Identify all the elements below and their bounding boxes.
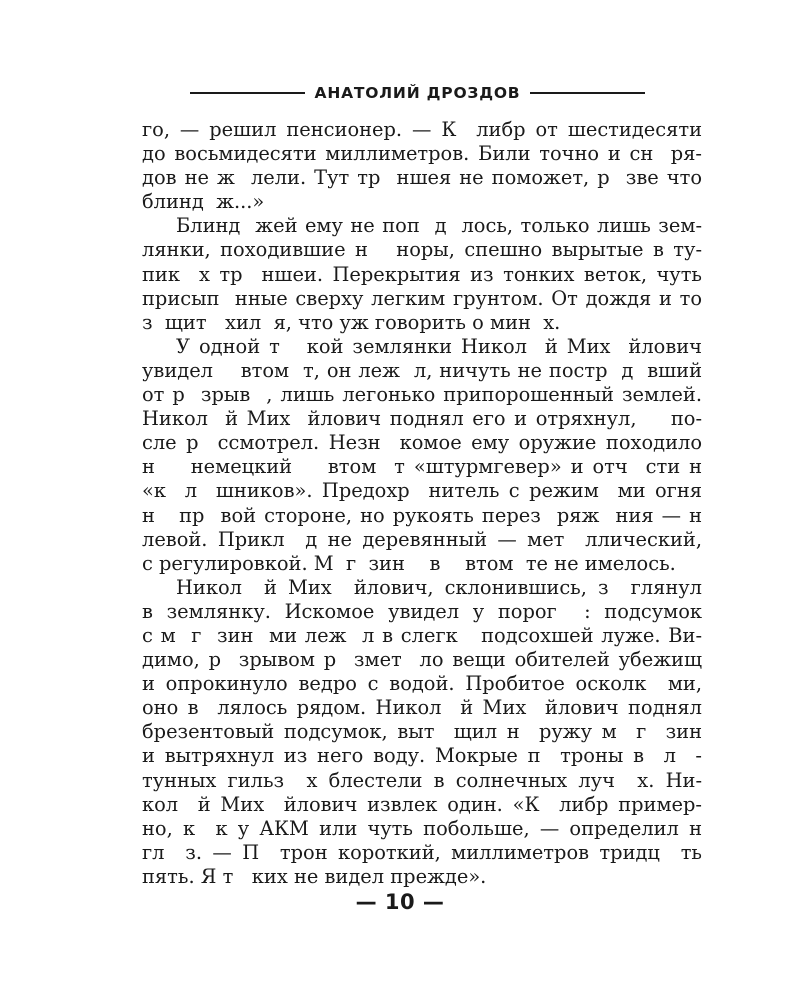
text-line: присып нные сверху легким грунтом. От дождя и то xyxy=(142,286,702,310)
text-line: левой. Прикл д не деревянный — мет ллический, xyxy=(142,527,702,551)
text-line: увидел втом т, он леж л, ничуть не постр д вший xyxy=(142,358,702,382)
header-rule-left xyxy=(190,92,305,94)
text-line: с м г зин ми леж л в слегк подсохшей луже. Ви- xyxy=(142,623,702,647)
text-line: н немецкий втом т «штурмгевер» и отч сти н xyxy=(142,455,702,479)
text-line: з щит хил я, что уж говорить о мин х. xyxy=(142,310,561,334)
text-line: сле р ссмотрел. Незн комое ему оружие походило xyxy=(142,431,702,455)
text-line: до восьмидесяти миллиметров. Били точно и сн ря- xyxy=(142,142,702,166)
text-line: н пр вой стороне, но рукоять перез ряж ния — н xyxy=(142,503,702,527)
header-rule-right xyxy=(530,92,645,94)
text-line: Никол й Мих йлович поднял его и отряхнул, по- xyxy=(142,407,702,431)
text-line: пик х тр ншеи. Перекрытия из тонких веток, чуть xyxy=(142,262,702,286)
text-line: тунных гильз х блестели в солнечных луч х. Ни- xyxy=(142,768,702,792)
text-line: «к л шников». Предохр нитель с режим ми огня xyxy=(142,479,702,503)
text-line: пять. Я т ких не видел прежде». xyxy=(142,864,487,888)
body-text xyxy=(142,118,702,889)
text-line: кол й Мих йлович извлек один. «К либр пример- xyxy=(142,792,702,816)
text-line: оно в лялось рядом. Никол й Мих йлович поднял xyxy=(142,696,702,720)
text-line: дов не ж лели. Тут тр ншея не поможет, р зве что xyxy=(142,166,702,190)
text-line: блинд ж...» xyxy=(142,190,265,214)
text-line: Никол й Мих йлович, склонившись, з глянул xyxy=(176,575,702,599)
text-line: лянки, походившие н норы, спешно вырытые в ту- xyxy=(142,238,702,262)
text-line: от р зрыв , лишь легонько припорошенный землей. xyxy=(142,383,702,407)
text-line: с регулировкой. М г зин в втом те не имелось. xyxy=(142,551,676,575)
header-author-name: АНАТОЛИЙ ДРОЗДОВ xyxy=(314,84,521,102)
page-number: — 10 — xyxy=(355,890,445,914)
text-line: гл з. — П трон короткий, миллиметров тридц ть xyxy=(142,840,702,864)
running-header xyxy=(190,78,645,108)
text-line: го, — решил пенсионер. — К либр от шестидесяти xyxy=(142,118,702,141)
text-line: Блинд жей ему не поп д лось, только лишь зем- xyxy=(176,214,702,238)
text-line: но, к к у АКМ или чуть побольше, — определил н xyxy=(142,816,702,840)
text-line: брезентовый подсумок, выт щил н ружу м г зин xyxy=(142,720,702,744)
text-line: в землянку. Искомое увидел у порог : подсумок xyxy=(142,599,702,623)
text-line: и вытряхнул из него воду. Мокрые п троны в л - xyxy=(142,744,702,768)
text-line: и опрокинуло ведро с водой. Пробитое осколк ми, xyxy=(142,672,702,696)
text-line: У одной т кой землянки Никол й Мих йлович xyxy=(176,334,702,358)
text-line: димо, р зрывом р змет ло вещи обителей убежищ xyxy=(142,648,702,672)
